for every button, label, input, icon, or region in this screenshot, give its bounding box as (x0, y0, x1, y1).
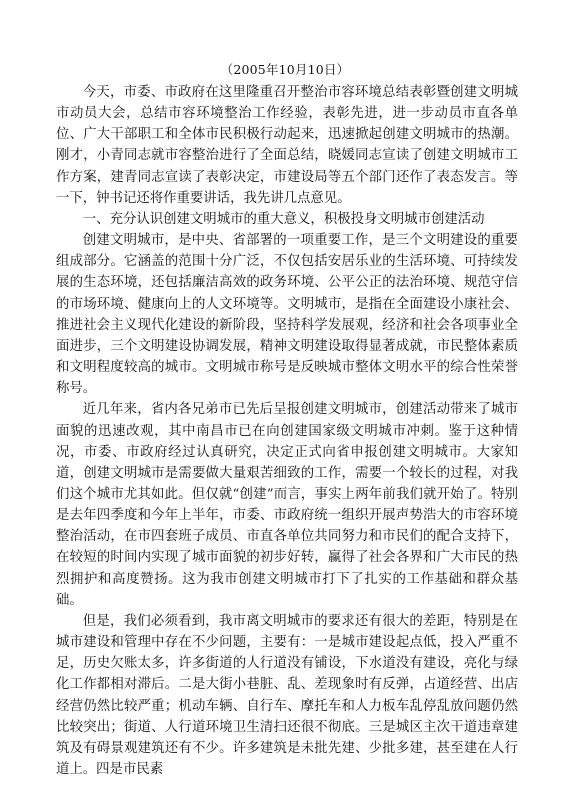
paragraph-opening: 今天，市委、市政府在这里隆重召开整治市容环境总结表彰暨创建文明城市动员大会，总结市容环境整治工作经验，表彰先进，进一步动员市直各单位、广大干部职工和全体市民积极行动起来，迅速掀起创建文明城市的热潮。刚才，小青同志就市容整治进行了全面总结，晓媛同志宣读了创建文明城市工作方案，建青同志宣读了表彰决定，市建设局等五个部门还作了表态发言。等一下，钟书记还将作重要讲话，我先讲几点意见。 (56, 85, 518, 206)
paragraph-progress: 近几年来，省内各兄弟市已先后呈报创建文明城市，创建活动带来了城市面貌的迅速改观，其中南昌市已在向创建国家级文明城市冲刺。鉴于这种情况，市委、市政府经过认真研究，决定正式向省申报创建文明城市。大家知道，创建文明城市是需要做大量艰苦细致的工作，需要一个较长的过程，对我们这个城市尤其如此。但仅就“创建”而言，事实上两年前我们就开始了。特别是去年四季度和今年上半年，市委、市政府统一组织开展声势浩大的市容环境整治活动，在市四套班子成员、市直各单位共同努力和市民们的配合支持下，在较短的时间内实现了城市面貌的初步好转，赢得了社会各界和广大市民的热烈拥护和高度赞扬。这为我市创建文明城市打下了扎实的工作基础和群众基础。 (56, 402, 518, 608)
document-date: （2005年10月10日） (220, 62, 350, 77)
paragraph-significance: 创建文明城市，是中央、省部署的一项重要工作，是三个文明建设的重要组成部分。它涵盖的范围十分广泛，不仅包括安居乐业的生活环境、可持续发展的生态环境，还包括廉洁高效的政务环境、公平公正的法治环境、规范守信的市场环境、健康向上的人文环境等。文明城市，是指在全面建设小康社会、推进社会主义现代化建设的新阶段，坚持科学发展观，经济和社会各项事业全面进步，三个文明建设协调发展，精神文明建设取得显著成就，市民整体素质和文明程度较高的城市。文明城市称号是反映城市整体文明水平的综合性荣誉称号。 (56, 233, 518, 397)
paragraph-problems: 但是，我们必须看到，我市离文明城市的要求还有很大的差距，特别是在城市建设和管理中存在不少问题，主要有：一是城市建设起点低，投入严重不足，历史欠账太多，许多街道的人行道没有铺设，下水道没有建设，亮化与绿化工作都相对滞后。二是大街小巷脏、乱、差现象时有反弹，占道经营、出店经营仍然比较严重；机动车辆、自行车、摩托车和人力板车乱停乱放问题仍然比较突出；街道、人行道环境卫生清扫还很不彻底。三是城区主次干道违章建筑及有碍景观建筑还有不少。许多建筑是未批先建、少批多建，甚至建在人行道上。四是市民素 (56, 613, 518, 777)
section-heading-1: 一、充分认识创建文明城市的重大意义，积极投身文明城市创建活动 (82, 211, 485, 227)
document-body (56, 82, 518, 780)
